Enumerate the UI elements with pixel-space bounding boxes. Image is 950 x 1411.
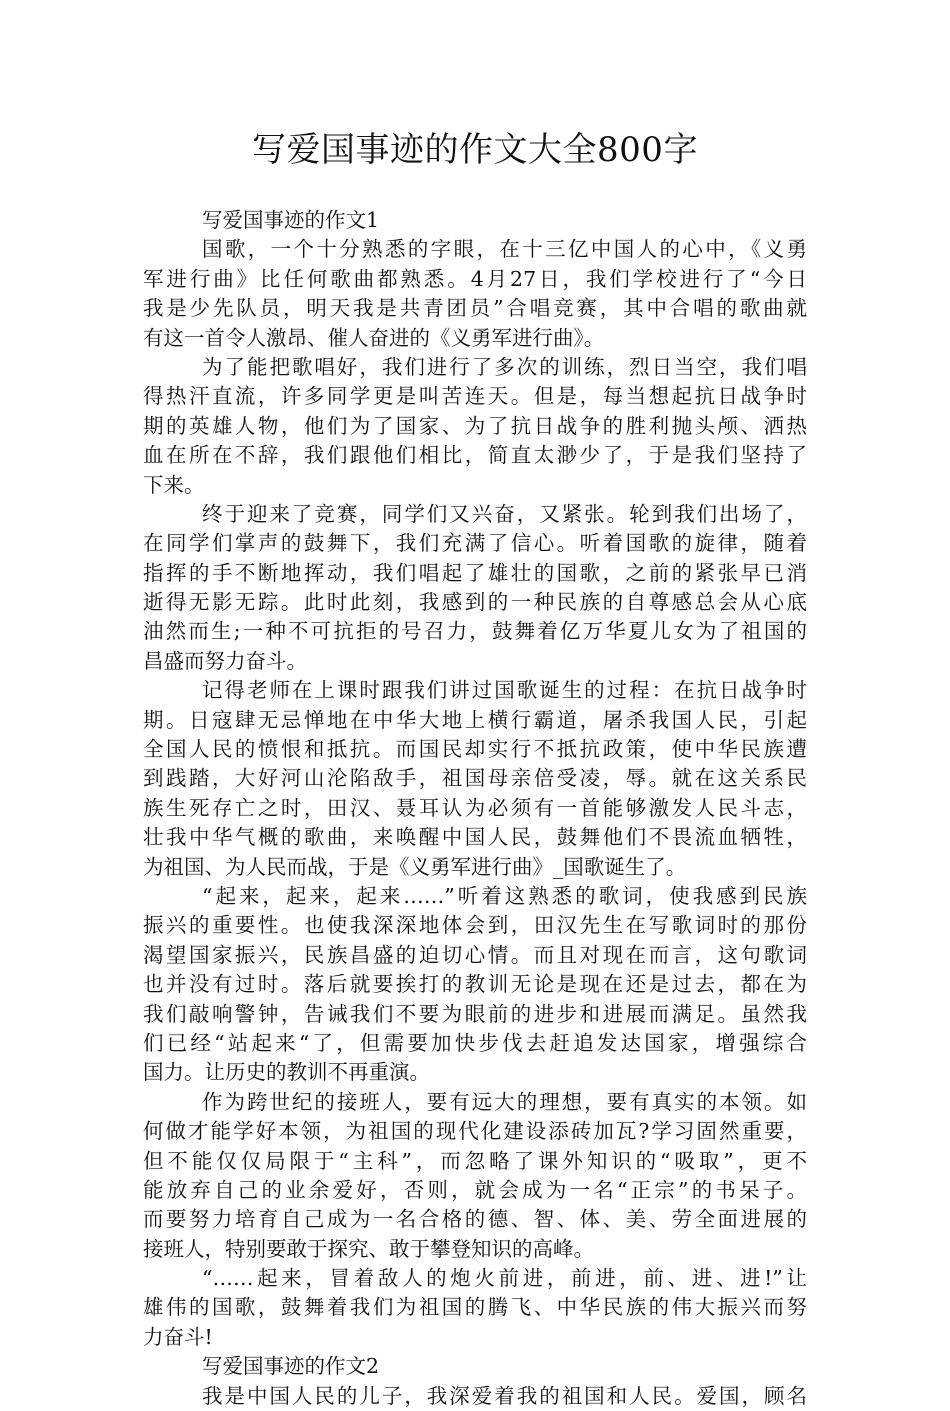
body-text-line: 血在所在不辞，我们跟他们相比，简直太渺少了，于是我们坚持了 [143, 443, 807, 468]
paragraph-last-line: 国力。让历史的教训不再重演。 [143, 1060, 430, 1085]
paragraph-last-line: 有这一首令人激昂、催人奋进的《义勇军进行曲》。 [143, 325, 605, 350]
paragraph-first-line: “起来，起来，起来……”听着这熟悉的歌词，使我感到民族 [202, 883, 807, 908]
body-text-line: 壮我中华气概的歌曲，来唤醒中国人民，鼓舞他们不畏流血牺牲， [143, 825, 807, 850]
body-text-line: 渴望国家振兴，民族昌盛的迫切心情。而且对现在而言，这句歌词 [143, 942, 807, 967]
body-text-line: 我是少先队员，明天我是共青团员”合唱竞赛，其中合唱的歌曲就 [143, 296, 807, 321]
paragraph-first-line: “……起来，冒着敌人的炮火前进，前进，前、进、进!”让 [202, 1266, 807, 1291]
paragraph-first-line: 记得老师在上课时跟我们讲过国歌诞生的过程：在抗日战争时 [202, 678, 807, 703]
body-text-line: 但不能仅仅局限于“主科”，而忽略了课外知识的“吸取”，更不 [143, 1148, 807, 1173]
paragraph-last-line: 下来。 [143, 472, 205, 497]
body-text-line: 得热汗直流，许多同学更是叫苦连天。但是，每当想起抗日战争时 [143, 384, 807, 409]
body-text-line: 到践踏，大好河山沦陷敌手，祖国母亲倍受凌，辱。就在这关系民 [143, 766, 807, 791]
paragraph-first-line: 作为跨世纪的接班人，要有远大的理想，要有真实的本领。如 [202, 1089, 807, 1114]
body-text-line: 油然而生;一种不可抗拒的号召力，鼓舞着亿万华夏儿女为了祖国的 [143, 619, 807, 644]
section-heading: 写爱国事迹的作文2 [202, 1354, 380, 1379]
section-heading: 写爱国事迹的作文1 [202, 208, 380, 232]
body-text-line: 振兴的重要性。也使我深深地体会到，田汉先生在写歌词时的那份 [143, 913, 807, 938]
paragraph-first-line: 为了能把歌唱好，我们进行了多次的训练，烈日当空，我们唱 [202, 354, 807, 379]
document-page [143, 128, 807, 1411]
body-text-line: 们已经“站起来“了，但需要加快步伐去赶追发达国家，增强综合 [143, 1030, 807, 1055]
paragraph-last-line: 为祖国、为人民而战，于是《义勇军进行曲》_国歌诞生了。 [143, 854, 687, 879]
body-text-line: 何做才能学好本领，为祖国的现代化建设添砖加瓦?学习固然重要， [143, 1119, 807, 1144]
paragraph-last-line: 接班人，特别要敢于探究、敢于攀登知识的高峰。 [143, 1236, 594, 1261]
paragraph-first-line: 国歌，一个十分熟悉的字眼，在十三亿中国人的心中，《义勇 [202, 237, 807, 262]
body-text-line: 能放弃自己的业余爱好，否则，就会成为一名“正宗”的书呆子。 [143, 1177, 807, 1202]
body-text-line: 而要努力培育自己成为一名合格的德、智、体、美、劳全面进展的 [143, 1207, 807, 1232]
paragraph-first-line: 我是中国人民的儿子，我深爱着我的祖国和人民。爱国，顾名 [202, 1383, 807, 1408]
body-text-line: 指挥的手不断地挥动，我们唱起了雄壮的国歌，之前的紧张早已消 [143, 560, 807, 585]
paragraph-first-line: 终于迎来了竞赛，同学们又兴奋，又紧张。轮到我们出场了， [202, 501, 807, 526]
body-text-line: 在同学们掌声的鼓舞下，我们充满了信心。听着国歌的旋律，随着 [143, 531, 807, 556]
paragraph-last-line: 昌盛而努力奋斗。 [143, 648, 307, 673]
paragraph-last-line: 力奋斗! [143, 1324, 213, 1349]
document-body [143, 206, 807, 1411]
body-text-line: 期。日寇肆无忌惮地在中华大地上横行霸道，屠杀我国人民，引起 [143, 707, 807, 732]
document-title: 写爱国事迹的作文大全800字 [252, 130, 698, 170]
body-text-line: 族生死存亡之时，田汉、聂耳认为必须有一首能够激发人民斗志， [143, 795, 807, 820]
body-text-line: 雄伟的国歌，鼓舞着我们为祖国的腾飞、中华民族的伟大振兴而努 [143, 1295, 807, 1320]
body-text-line: 军进行曲》比任何歌曲都熟悉。4月27日，我们学校进行了“今日 [143, 266, 807, 291]
body-text-line: 逝得无影无踪。此时此刻，我感到的一种民族的自尊感总会从心底 [143, 590, 807, 615]
body-text-line: 期的英雄人物，他们为了国家、为了抗日战争的胜利抛头颅、洒热 [143, 413, 807, 438]
body-text-line: 我们敲响警钟，告诫我们不要为眼前的进步和进展而满足。虽然我 [143, 1001, 807, 1026]
body-text-line: 也并没有过时。落后就要挨打的教训无论是现在还是过去，都在为 [143, 972, 807, 997]
body-text-line: 全国人民的愤恨和抵抗。而国民却实行不抵抗政策，使中华民族遭 [143, 737, 807, 762]
